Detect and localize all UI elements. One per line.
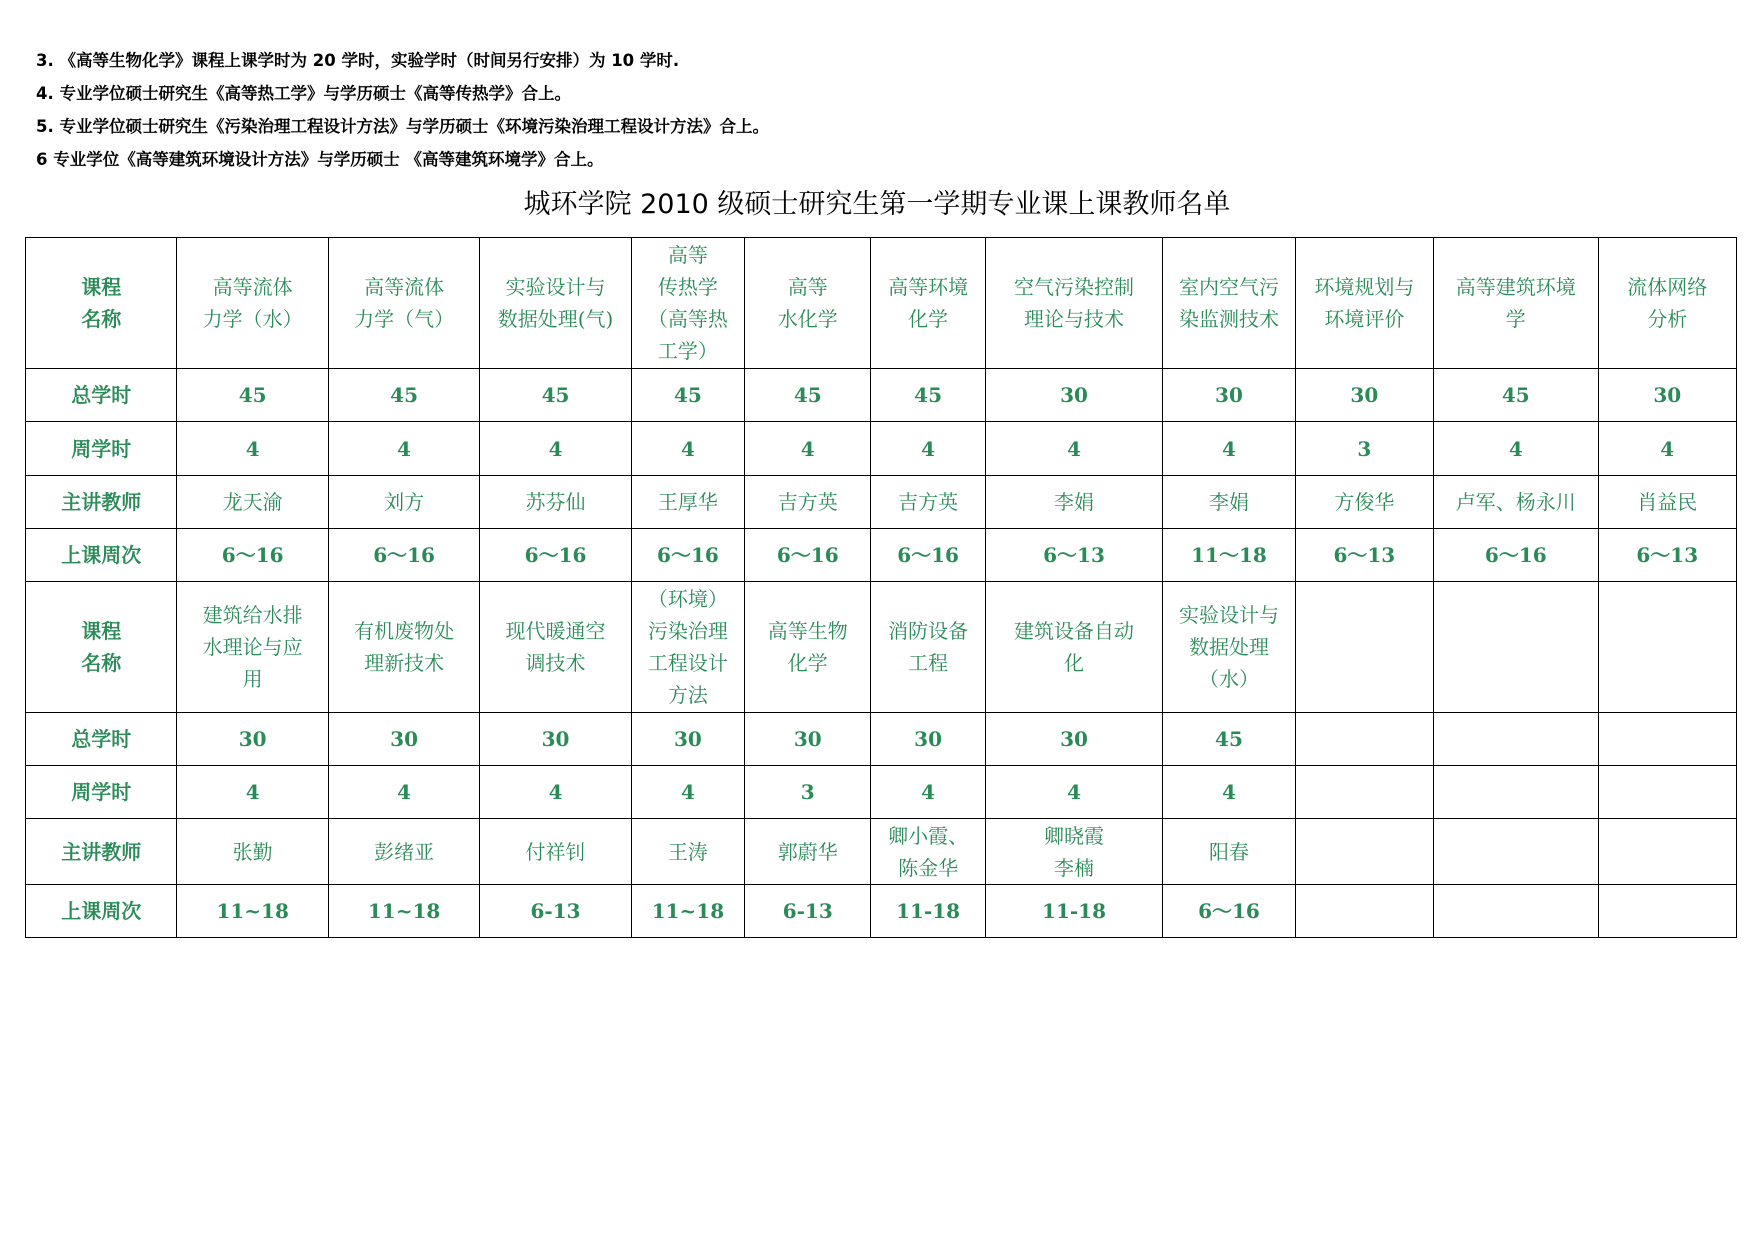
course-name-cell: 高等流体 力学（气） bbox=[328, 238, 479, 369]
weekly-hours-cell: 4 bbox=[871, 766, 985, 819]
weekly-hours-cell: 4 bbox=[985, 766, 1163, 819]
weeks-cell: 6～16 bbox=[1434, 529, 1598, 582]
weeks-cell: 6～16 bbox=[631, 529, 744, 582]
teacher-cell bbox=[1295, 819, 1433, 885]
weeks-cell: 6～16 bbox=[480, 529, 631, 582]
teacher-cell: 刘方 bbox=[328, 476, 479, 529]
teacher-cell: 付祥钊 bbox=[480, 819, 631, 885]
weeks-cell: 11～18 bbox=[1163, 529, 1295, 582]
weekly-hours-cell: 4 bbox=[177, 422, 328, 476]
weekly-hours-cell: 4 bbox=[328, 766, 479, 819]
weekly-hours-cell: 4 bbox=[1163, 766, 1295, 819]
weekly-hours-cell: 4 bbox=[328, 422, 479, 476]
weeks-cell: 6-13 bbox=[745, 885, 871, 938]
teacher-cell bbox=[1598, 819, 1736, 885]
teacher-cell: 张勤 bbox=[177, 819, 328, 885]
total-hours-cell: 30 bbox=[745, 713, 871, 766]
row-label: 周学时 bbox=[26, 422, 177, 476]
weekly-hours-cell bbox=[1598, 766, 1736, 819]
weekly-hours-cell: 4 bbox=[871, 422, 985, 476]
table-row bbox=[26, 819, 1737, 885]
schedule-table bbox=[25, 237, 1737, 938]
total-hours-cell: 30 bbox=[177, 713, 328, 766]
teacher-cell: 卢军、杨永川 bbox=[1434, 476, 1598, 529]
row-label: 主讲教师 bbox=[26, 476, 177, 529]
row-label: 课程 名称 bbox=[26, 238, 177, 369]
total-hours-cell: 30 bbox=[1163, 369, 1295, 422]
weeks-cell: 11~18 bbox=[177, 885, 328, 938]
weekly-hours-cell: 4 bbox=[1434, 422, 1598, 476]
teacher-cell: 吉方英 bbox=[871, 476, 985, 529]
weekly-hours-cell: 4 bbox=[480, 422, 631, 476]
table-row bbox=[26, 369, 1737, 422]
weeks-cell: 6～13 bbox=[1598, 529, 1736, 582]
course-name-cell: 空气污染控制 理论与技术 bbox=[985, 238, 1163, 369]
weeks-cell: 11-18 bbox=[871, 885, 985, 938]
weekly-hours-cell: 4 bbox=[631, 766, 744, 819]
course-name-cell: 实验设计与 数据处理(气) bbox=[480, 238, 631, 369]
table-row bbox=[26, 582, 1737, 713]
note-item: 4. 专业学位硕士研究生《高等热工学》与学历硕士《高等传热学》合上。 bbox=[36, 84, 571, 103]
course-name-cell: 流体网络 分析 bbox=[1598, 238, 1736, 369]
row-label: 周学时 bbox=[26, 766, 177, 819]
total-hours-cell: 30 bbox=[1598, 369, 1736, 422]
row-label: 上课周次 bbox=[26, 885, 177, 938]
course-name-cell bbox=[1434, 582, 1598, 713]
course-name-cell bbox=[1295, 582, 1433, 713]
note-item: 5. 专业学位硕士研究生《污染治理工程设计方法》与学历硕士《环境污染治理工程设计方法》合上。 bbox=[36, 117, 769, 136]
total-hours-cell: 45 bbox=[631, 369, 744, 422]
notes-list bbox=[36, 44, 1716, 176]
course-name-cell: 高等建筑环境 学 bbox=[1434, 238, 1598, 369]
course-name-cell: （环境） 污染治理 工程设计 方法 bbox=[631, 582, 744, 713]
teacher-cell: 阳春 bbox=[1163, 819, 1295, 885]
weekly-hours-cell: 3 bbox=[1295, 422, 1433, 476]
weeks-cell: 6～13 bbox=[1295, 529, 1433, 582]
total-hours-cell: 45 bbox=[1163, 713, 1295, 766]
total-hours-cell: 45 bbox=[745, 369, 871, 422]
total-hours-cell: 45 bbox=[1434, 369, 1598, 422]
table-row bbox=[26, 885, 1737, 938]
teacher-cell: 李娟 bbox=[985, 476, 1163, 529]
course-name-cell: 建筑设备自动 化 bbox=[985, 582, 1163, 713]
row-label: 上课周次 bbox=[26, 529, 177, 582]
weeks-cell: 6～16 bbox=[177, 529, 328, 582]
weeks-cell: 6-13 bbox=[480, 885, 631, 938]
total-hours-cell: 45 bbox=[480, 369, 631, 422]
total-hours-cell bbox=[1598, 713, 1736, 766]
weeks-cell bbox=[1295, 885, 1433, 938]
course-name-cell: 高等生物 化学 bbox=[745, 582, 871, 713]
total-hours-cell bbox=[1434, 713, 1598, 766]
teacher-cell: 卿小霞、 陈金华 bbox=[871, 819, 985, 885]
weeks-cell: 6～16 bbox=[328, 529, 479, 582]
table-row bbox=[26, 476, 1737, 529]
course-name-cell: 消防设备 工程 bbox=[871, 582, 985, 713]
weekly-hours-cell bbox=[1434, 766, 1598, 819]
course-name-cell: 高等环境 化学 bbox=[871, 238, 985, 369]
weekly-hours-cell: 4 bbox=[985, 422, 1163, 476]
weeks-cell: 6～16 bbox=[745, 529, 871, 582]
row-label: 主讲教师 bbox=[26, 819, 177, 885]
total-hours-cell: 30 bbox=[871, 713, 985, 766]
course-name-cell: 有机废物处 理新技术 bbox=[328, 582, 479, 713]
weekly-hours-cell: 4 bbox=[1163, 422, 1295, 476]
teacher-cell: 卿晓霞 李楠 bbox=[985, 819, 1163, 885]
teacher-cell: 王厚华 bbox=[631, 476, 744, 529]
total-hours-cell: 45 bbox=[871, 369, 985, 422]
teacher-cell: 苏芬仙 bbox=[480, 476, 631, 529]
course-name-cell: 实验设计与 数据处理 （水） bbox=[1163, 582, 1295, 713]
weeks-cell: 11~18 bbox=[328, 885, 479, 938]
total-hours-cell: 30 bbox=[328, 713, 479, 766]
total-hours-cell: 30 bbox=[480, 713, 631, 766]
teacher-cell: 李娟 bbox=[1163, 476, 1295, 529]
document-title: 城环学院 2010 级硕士研究生第一学期专业课上课教师名单 bbox=[523, 189, 1231, 220]
course-name-cell bbox=[1598, 582, 1736, 713]
weeks-cell bbox=[1598, 885, 1736, 938]
teacher-cell: 吉方英 bbox=[745, 476, 871, 529]
teacher-cell: 肖益民 bbox=[1598, 476, 1736, 529]
total-hours-cell: 45 bbox=[328, 369, 479, 422]
weekly-hours-cell: 3 bbox=[745, 766, 871, 819]
course-name-cell: 建筑给水排 水理论与应 用 bbox=[177, 582, 328, 713]
teacher-cell: 方俊华 bbox=[1295, 476, 1433, 529]
total-hours-cell: 30 bbox=[631, 713, 744, 766]
weeks-cell bbox=[1434, 885, 1598, 938]
row-label: 课程 名称 bbox=[26, 582, 177, 713]
note-item: 6 专业学位《高等建筑环境设计方法》与学历硕士 《高等建筑环境学》合上。 bbox=[36, 150, 604, 169]
teacher-cell: 龙天渝 bbox=[177, 476, 328, 529]
table-row bbox=[26, 713, 1737, 766]
course-name-cell: 高等 传热学 （高等热 工学） bbox=[631, 238, 744, 369]
weekly-hours-cell: 4 bbox=[1598, 422, 1736, 476]
course-name-cell: 环境规划与 环境评价 bbox=[1295, 238, 1433, 369]
weekly-hours-cell: 4 bbox=[177, 766, 328, 819]
weekly-hours-cell: 4 bbox=[745, 422, 871, 476]
weekly-hours-cell: 4 bbox=[480, 766, 631, 819]
total-hours-cell: 30 bbox=[1295, 369, 1433, 422]
weekly-hours-cell bbox=[1295, 766, 1433, 819]
weekly-hours-cell: 4 bbox=[631, 422, 744, 476]
weeks-cell: 6～13 bbox=[985, 529, 1163, 582]
total-hours-cell: 30 bbox=[985, 369, 1163, 422]
row-label: 总学时 bbox=[26, 369, 177, 422]
table-row bbox=[26, 766, 1737, 819]
teacher-cell: 郭蔚华 bbox=[745, 819, 871, 885]
weeks-cell: 6～16 bbox=[1163, 885, 1295, 938]
course-name-cell: 高等 水化学 bbox=[745, 238, 871, 369]
teacher-cell: 王涛 bbox=[631, 819, 744, 885]
course-name-cell: 室内空气污 染监测技术 bbox=[1163, 238, 1295, 369]
table-row bbox=[26, 422, 1737, 476]
course-name-cell: 高等流体 力学（水） bbox=[177, 238, 328, 369]
table-row bbox=[26, 238, 1737, 369]
teacher-cell: 彭绪亚 bbox=[328, 819, 479, 885]
total-hours-cell bbox=[1295, 713, 1433, 766]
total-hours-cell: 45 bbox=[177, 369, 328, 422]
table-row bbox=[26, 529, 1737, 582]
weeks-cell: 11-18 bbox=[985, 885, 1163, 938]
teacher-cell bbox=[1434, 819, 1598, 885]
row-label: 总学时 bbox=[26, 713, 177, 766]
note-item: 3. 《高等生物化学》课程上课学时为 20 学时，实验学时（时间另行安排）为 10 学时. bbox=[36, 51, 680, 70]
weeks-cell: 6～16 bbox=[871, 529, 985, 582]
weeks-cell: 11~18 bbox=[631, 885, 744, 938]
total-hours-cell: 30 bbox=[985, 713, 1163, 766]
course-name-cell: 现代暖通空 调技术 bbox=[480, 582, 631, 713]
